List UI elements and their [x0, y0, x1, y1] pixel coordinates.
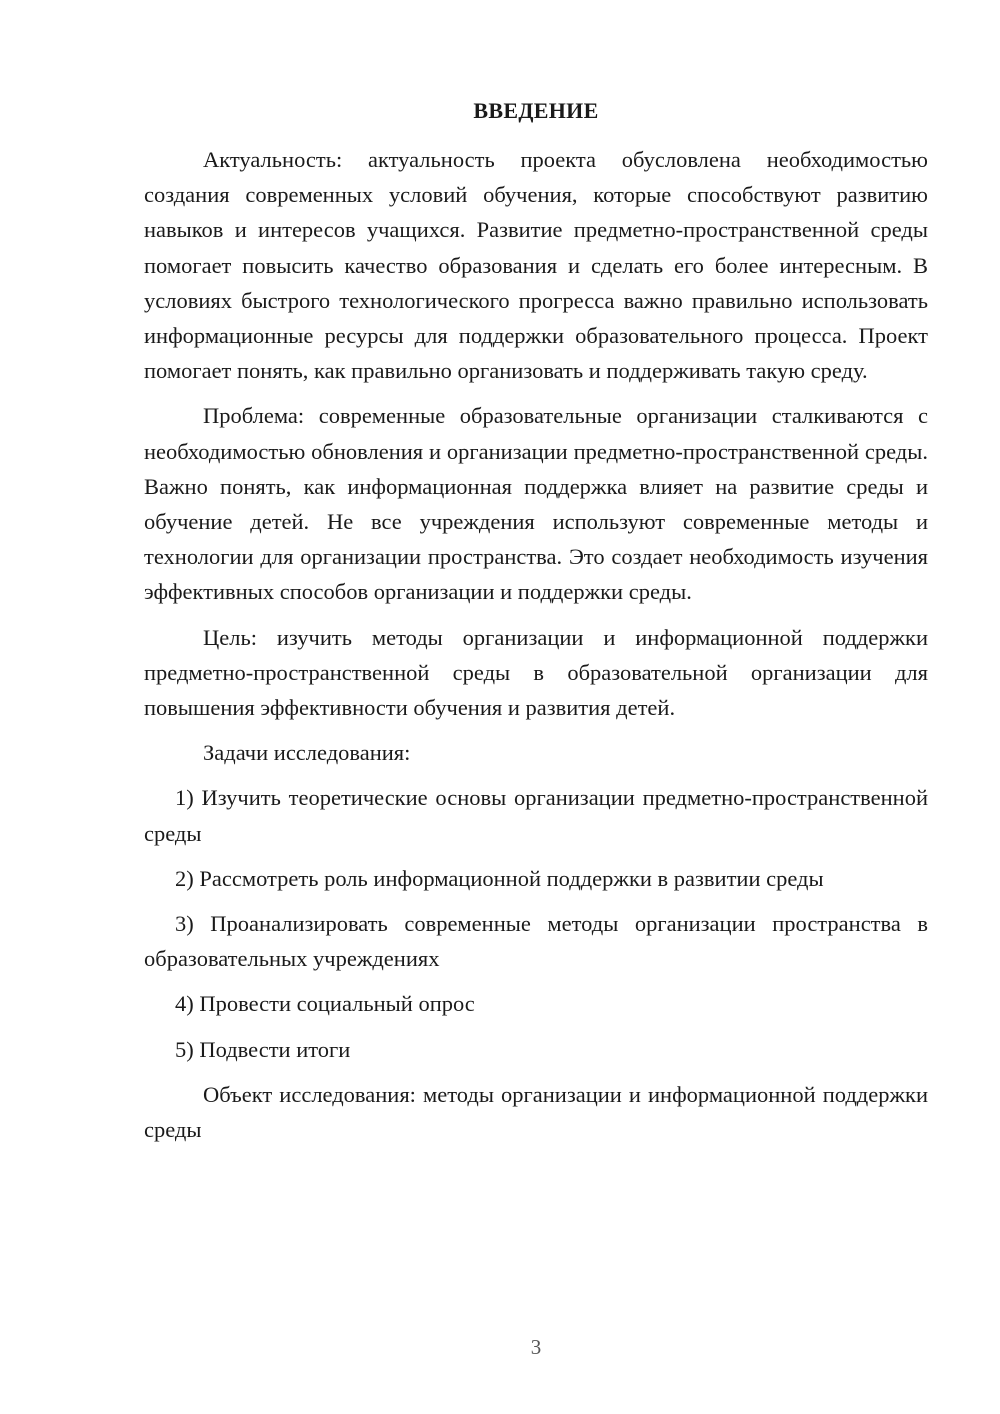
paragraph-problem: Проблема: современные образовательные организации сталкиваются с необходимостью обновления и организации предметно-пространственной среды. Важно понять, как информационная поддержка влияет на развитие среды и обучение детей. Не все учреждения используют современные методы и технологии для организации пространства. Это создает необходимость изучения эффективных способов организации и поддержки среды.	[144, 403, 928, 605]
page-number: 3	[530, 1335, 542, 1359]
task-item-3: 3) Проанализировать современные методы организации пространства в образовательных учреждениях	[144, 911, 928, 972]
paragraph-relevance: Актуальность: актуальность проекта обусловлена необходимостью создания современных условий обучения, которые способствуют развитию навыков и интересов учащихся. Развитие предметно-пространственной среды помогает повысить качество образования и сделать его более интересным. В условиях быстрого технологического прогресса важно правильно использовать информационные ресурсы для поддержки образовательного процесса. Проект помогает понять, как правильно организовать и поддерживать такую среду.	[144, 147, 928, 384]
task-item-5: 5) Подвести итоги	[175, 1036, 351, 1062]
document-page	[144, 0, 928, 1414]
page-title: ВВЕДЕНИЕ	[473, 98, 599, 123]
document-body	[144, 142, 928, 1147]
task-item-2: 2) Рассмотреть роль информационной поддержки в развитии среды	[175, 865, 824, 891]
task-item-1: 1) Изучить теоретические основы организации предметно-пространственной среды	[144, 785, 928, 846]
paragraph-goal: Цель: изучить методы организации и информационной поддержки предметно-пространственной среды в образовательной организации для повышения эффективности обучения и развития детей.	[144, 624, 928, 721]
paragraph-tasks-heading: Задачи исследования:	[203, 740, 411, 766]
task-item-4: 4) Провести социальный опрос	[175, 991, 475, 1017]
paragraph-object: Объект исследования: методы организации и информационной поддержки среды	[144, 1081, 928, 1143]
